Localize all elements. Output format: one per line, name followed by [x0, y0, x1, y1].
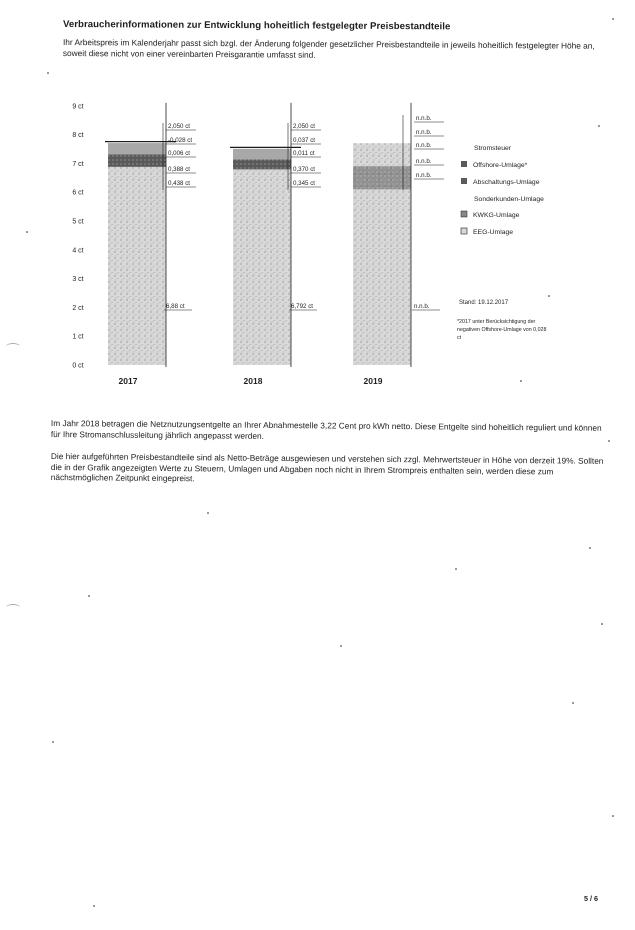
scan-speck: [608, 440, 610, 442]
value-label-eeg: 6,792 ct: [291, 303, 314, 310]
value-label: n.n.b.: [416, 142, 432, 149]
bar-segment-kwkg: [108, 154, 166, 167]
scan-speck: [589, 547, 591, 549]
intro-paragraph: Ihr Arbeitspreis im Kalenderjahr passt sich bzgl. der Änderung folgender gesetzlicher Preisbestandteile in jeweils hoheitlich festgelegter Höhe an, soweit diese nicht von einer vereinbarten Preisgarantie umfasst sind.: [62, 37, 595, 60]
scan-speck: [548, 295, 550, 297]
category-label: 2019: [363, 376, 383, 386]
value-label: 0,011 ct: [293, 150, 315, 157]
bar-segment-eeg: [233, 169, 291, 365]
scan-speck: [340, 645, 342, 647]
document-title: Verbraucherinformationen zur Entwicklung hoheitlich festgelegter Preisbestandteile: [62, 19, 451, 33]
chart-footnote: ct: [457, 335, 462, 341]
scan-speck: [47, 72, 49, 74]
chart-stand-date: Stand: 19.12.2017: [459, 300, 509, 306]
scan-speck: [26, 231, 28, 233]
scan-speck: [572, 702, 574, 704]
scan-speck: [520, 380, 522, 382]
value-label: 0,037 ct: [293, 137, 316, 144]
y-tick-label: 4 ct: [72, 247, 84, 255]
legend-swatch: [461, 228, 467, 234]
page-number: 5 / 6: [584, 894, 598, 903]
value-label-eeg: 6,88 ct: [166, 303, 185, 310]
legend-swatch: [461, 178, 467, 184]
y-tick-label: 0 ct: [72, 362, 84, 370]
bar-segment-sonderkunden: [233, 149, 291, 160]
scan-speck: [93, 905, 95, 907]
category-label: 2017: [118, 376, 138, 386]
legend-entry: Offshore-Umlage*: [473, 162, 528, 169]
y-tick-label: 7 ct: [72, 160, 84, 168]
value-label: 0,345 ct: [293, 180, 316, 187]
category-label: 2018: [243, 376, 263, 386]
grid-fee-paragraph: Im Jahr 2018 betragen die Netznutzungsentgelte an Ihrer Abnahmestelle 3,22 Cent pro kWh netto. Diese Entgelte sind hoheitlich reguliert und können für Ihre Stromanschlussleitung jährlich angepasst werden.: [50, 418, 602, 441]
y-tick-label: 2 ct: [72, 304, 84, 312]
value-label: 0,370 ct: [293, 166, 316, 173]
scan-speck: [52, 741, 54, 743]
bar-segment-unknown: [353, 166, 411, 189]
scan-speck: [601, 623, 603, 625]
y-tick-label: 9 ct: [72, 103, 84, 111]
value-label: n.n.b.: [416, 158, 432, 165]
legend-entry: Sonderkunden-Umlage: [474, 196, 544, 203]
value-label: n.n.b.: [416, 129, 432, 136]
value-label: 2,050 ct: [168, 123, 191, 130]
legend-entry: KWKG-Umlage: [473, 212, 520, 219]
net-amounts-paragraph: Die hier aufgeführten Preisbestandteile sind als Netto-Beträge ausgewiesen und verstehen sich zzgl. Mehrwertsteuer in Höhe von derzeit 19%. Sollten die in der Grafik angezeigten Werte zu Steuern, Umlagen und Abgaben noch nicht in Ihrem Strompreis enthalten sein, werden diese zum nächstmöglichen Zeitpunkt eingepreist.: [50, 451, 604, 484]
legend-swatch: [461, 211, 467, 217]
scan-speck: [612, 18, 614, 20]
legend-entry: EEG-Umlage: [473, 229, 514, 236]
value-label: n.n.b.: [416, 115, 432, 122]
value-label: 0,438 ct: [168, 180, 191, 187]
scan-mark: [6, 604, 20, 611]
legend-entry: Stromsteuer: [474, 145, 512, 152]
chart-footnote: *2017 unter Berücksichtigung der: [457, 319, 536, 325]
scan-speck: [455, 568, 457, 570]
y-tick-label: 1 ct: [72, 333, 84, 341]
bar-segment-eeg: [108, 167, 166, 365]
legend-entry: Abschaltungs-Umlage: [473, 179, 540, 186]
value-label-eeg: n.n.b.: [414, 303, 430, 310]
value-label: 0,388 ct: [168, 166, 191, 173]
bar-segment-kwkg: [233, 159, 291, 169]
y-tick-label: 6 ct: [72, 189, 84, 197]
y-tick-label: 5 ct: [72, 218, 84, 226]
bar-segment-sonderkunden: [108, 143, 166, 154]
value-label: -0,028 ct: [168, 137, 193, 144]
y-tick-label: 8 ct: [72, 132, 84, 140]
scan-mark: [6, 343, 20, 350]
price-components-chart: [0, 95, 635, 395]
y-tick-label: 3 ct: [72, 276, 84, 284]
chart-footnote: negativen Offshore-Umlage von 0,028: [457, 327, 547, 333]
value-label: 0,006 ct: [168, 150, 191, 157]
value-label: n.n.b.: [416, 172, 432, 179]
value-label: 2,050 ct: [293, 123, 316, 130]
scan-speck: [207, 512, 209, 514]
scan-speck: [598, 125, 600, 127]
scan-speck: [612, 815, 614, 817]
legend-swatch: [461, 161, 467, 167]
scan-speck: [88, 595, 90, 597]
